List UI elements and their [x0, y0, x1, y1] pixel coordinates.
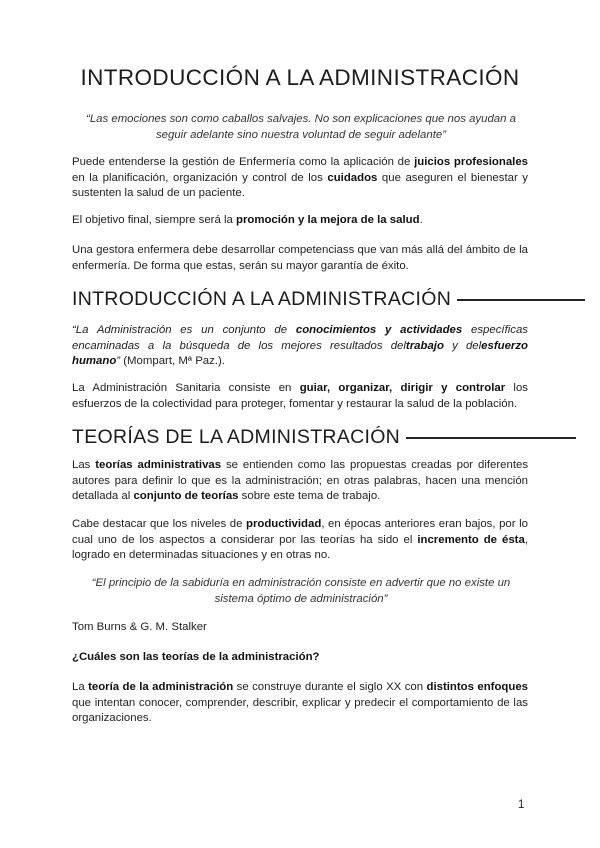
paragraph-competencies: Una gestora enfermera debe desarrollar competenciass que van más allá del ámbito de la enfermería. De forma que estas, serán su mayor garantía de éxito. [72, 244, 528, 272]
paragraph-administracion-sanitaria [72, 381, 528, 412]
heading-rule [406, 437, 576, 438]
quote-burns-stalker: “El principio de la sabiduría en administración consiste en advertir que no existe un sistema óptimo de administración” [91, 577, 511, 605]
bold-term: incremento de ésta [417, 533, 525, 546]
text-run: El objetivo final, siempre será la [72, 214, 236, 226]
quote-author: Tom Burns & G. M. Stalker [72, 621, 207, 633]
bold-question: ¿Cuáles son las teorías de la administración? [72, 651, 320, 663]
bold-term: esfuerzo humano [72, 339, 529, 367]
section-heading-introduccion [72, 287, 532, 311]
paragraph-nursing-management [72, 155, 528, 202]
bold-term: productividad [246, 518, 322, 530]
text-run: los esfuerzos de la colectividad para proteger, fomentar y restaurar la salud de la población. [72, 382, 528, 410]
text-run: Cabe destacar que los niveles de [72, 518, 246, 530]
text-run: ” [116, 355, 121, 367]
text-run: se entienden como las propuestas creadas por diferentes autores para definir lo que es la administración; en otras palabras, hacen una mención detallada al [72, 459, 529, 502]
paragraph-final-objective [72, 213, 528, 229]
bold-term: conocimientos y actividades [295, 324, 463, 336]
section-heading-teorias [72, 425, 532, 449]
text-run: en la planificación, organización y control de los [72, 171, 328, 184]
text-run: específicas encaminadas a la búsqueda de los mejores resultados del [72, 324, 528, 352]
page-title: INTRODUCCIÓN A LA ADMINISTRACIÓN [80, 65, 520, 90]
bold-term: trabajo [405, 339, 444, 352]
paragraph-productividad [72, 517, 528, 564]
bold-term: teorías administrativas [95, 459, 222, 471]
paragraph-teorias-administrativas [72, 458, 528, 505]
bold-term: teoría de la administración [88, 681, 234, 693]
bold-term: conjunto de teorías [133, 490, 239, 502]
bold-term: promoción y la mejora de la salud [235, 214, 420, 226]
text-run: “La Administración es un conjunto de [72, 324, 296, 336]
question-heading [72, 650, 528, 666]
bold-term: guiar, organizar, dirigir y controlar [299, 382, 506, 394]
text-run: sobre este tema de trabajo. [238, 490, 381, 502]
heading-rule [457, 299, 585, 300]
text-run: La [72, 681, 89, 693]
section-heading-text: INTRODUCCIÓN A LA ADMINISTRACIÓN [72, 288, 452, 310]
bold-term: distintos enfoques [426, 681, 528, 693]
page-number: 1 [518, 799, 525, 811]
bold-term: juicios profesionales [414, 156, 528, 168]
text-run: se construye durante el siglo XX con [233, 681, 427, 693]
text-run: que aseguren el bienestar y sustenten la salud de un paciente. [72, 171, 528, 199]
text-run: . [419, 214, 423, 226]
text-run: Puede entenderse la gestión de Enfermería como la aplicación de [72, 156, 415, 168]
text-run: , en épocas anteriores eran bajos, por lo cual uno de los aspectos a considerar por las teorías ha sido el [72, 518, 528, 546]
quote-mompart [72, 323, 528, 370]
paragraph-teoria-administracion [72, 680, 528, 727]
quote-author: (Mompart, Mª Paz.). [120, 355, 225, 367]
text-run: La Administración Sanitaria consiste en [72, 382, 300, 394]
intro-quote: “Las emociones son como caballos salvajes. No son explicaciones que nos ayudan a seguir adelante sino nuestra voluntad de seguir adelante” [86, 113, 516, 141]
bold-term: cuidados [327, 171, 378, 184]
text-run: que intentan conocer, comprender, describir, explicar y predecir el comportamiento de las organizaciones. [72, 696, 528, 724]
text-run: Las [72, 459, 96, 471]
text-run: y del [443, 339, 482, 352]
section-heading-text: TEORÍAS DE LA ADMINISTRACIÓN [72, 426, 401, 448]
text-run: , logrado en determinadas situaciones y en otras no. [72, 533, 528, 561]
